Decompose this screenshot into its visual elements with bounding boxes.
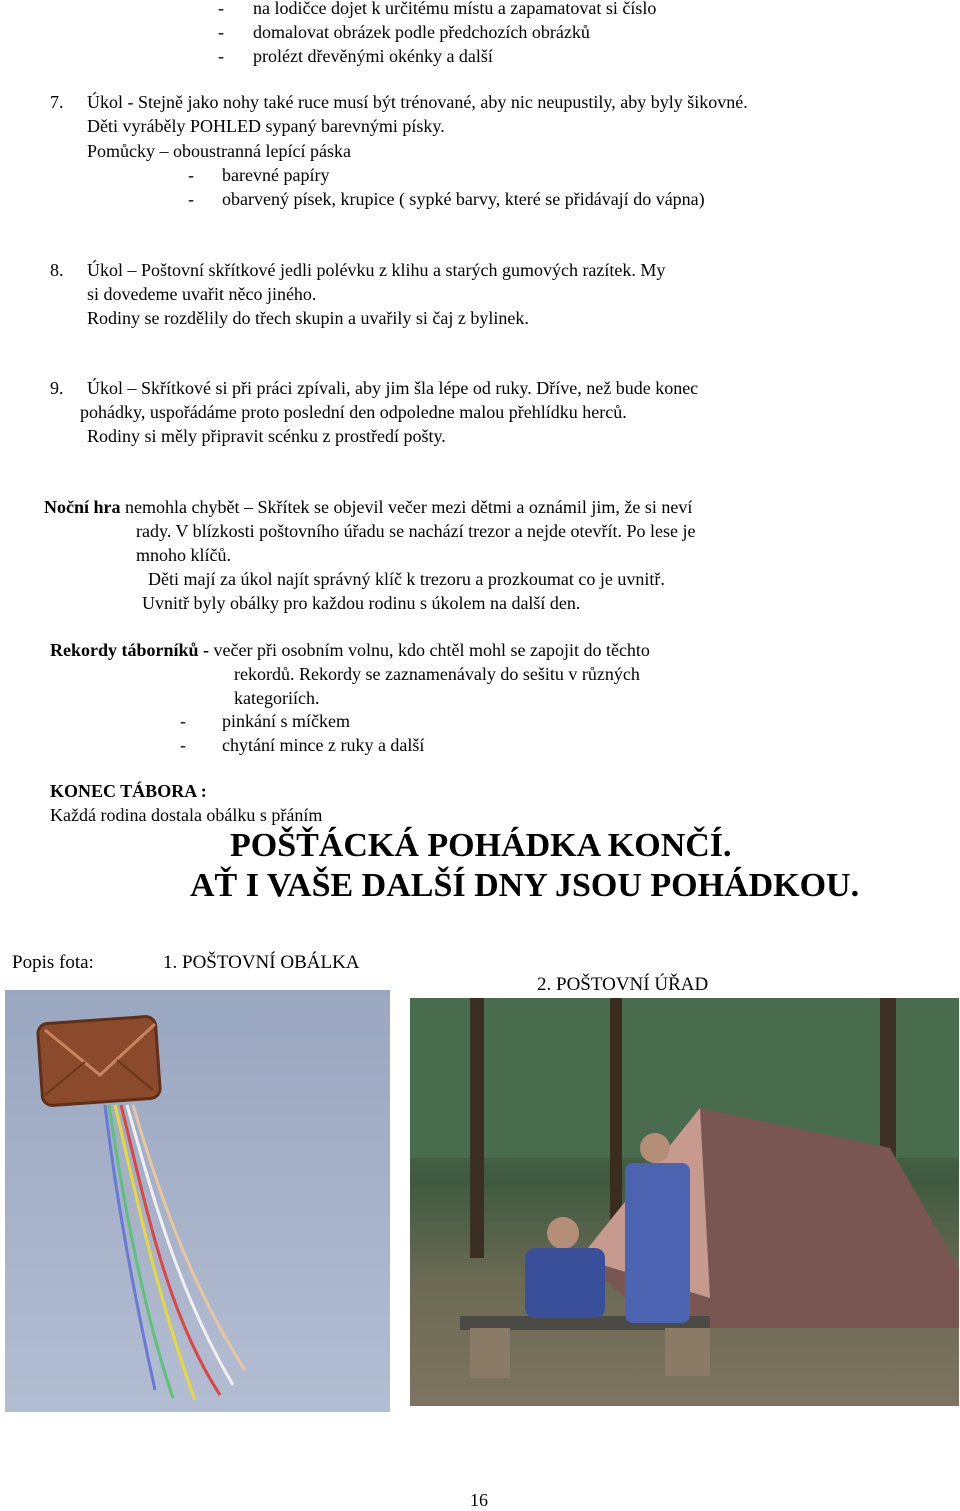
task-number: 8. xyxy=(50,260,64,280)
banner-line-1: POŠŤÁCKÁ POHÁDKA KONČÍ. xyxy=(230,827,732,864)
task-text: si dovedeme uvařit něco jiného. xyxy=(87,284,317,304)
dash: - xyxy=(180,735,186,755)
task-number: 7. xyxy=(50,92,64,112)
records-label: Rekordy táborníků - xyxy=(50,640,210,660)
task-text: Rodiny se rozdělily do třech skupin a uvařily si čaj z bylinek. xyxy=(87,308,529,328)
dash: - xyxy=(188,189,194,209)
dash: - xyxy=(218,46,224,66)
list-item: domalovat obrázek podle předchozích obrázků xyxy=(253,22,590,42)
photo-caption-1: 1. POŠTOVNÍ OBÁLKA xyxy=(163,952,360,973)
envelope-illustration xyxy=(5,990,390,1412)
dash: - xyxy=(218,22,224,42)
list-item: obarvený písek, krupice ( sypké barvy, které se přidávají do vápna) xyxy=(222,189,705,209)
records-text: večer při osobním volnu, kdo chtěl mohl se zapojit do těchto xyxy=(209,640,650,660)
dash: - xyxy=(180,711,186,731)
page-number: 16 xyxy=(470,1490,488,1510)
envelope-photo xyxy=(5,990,390,1412)
night-game-text: mnoho klíčů. xyxy=(136,545,231,565)
night-game-text: Děti mají za úkol najít správný klíč k trezoru a prozkoumat co je uvnitř. xyxy=(148,569,665,589)
list-item: na lodičce dojet k určitému místu a zapamatovat si číslo xyxy=(253,0,657,18)
task-text: Úkol - Stejně jako nohy také ruce musí být trénované, aby nic neupustily, aby byly šikovné. xyxy=(87,92,748,112)
night-game-text: nemohla chybět – Skřítek se objevil večer mezi dětmi a oznámil jim, že si neví xyxy=(120,497,693,517)
records-text: rekordů. Rekordy se zaznamenávaly do sešitu v různých xyxy=(234,664,640,684)
end-heading: KONEC TÁBORA : xyxy=(50,781,207,801)
post-office-photo xyxy=(410,998,959,1406)
caption-label: Popis fota: xyxy=(12,952,94,973)
task-text: Úkol – Skřítkové si při práci zpívali, aby jim šla lépe od ruky. Dříve, než bude konec xyxy=(87,378,699,398)
photo-caption-2: 2. POŠTOVNÍ ÚŘAD xyxy=(537,974,709,995)
records-line xyxy=(50,639,650,661)
list-item: chytání mince z ruky a další xyxy=(222,735,425,755)
banner-line-2: AŤ I VAŠE DALŠÍ DNY JSOU POHÁDKOU. xyxy=(190,867,860,904)
night-game-line xyxy=(44,496,692,518)
task-text: Děti vyráběly POHLED sypaný barevnými písky. xyxy=(87,116,445,136)
list-item: prolézt dřevěnými okénky a další xyxy=(253,46,493,66)
dash: - xyxy=(218,0,224,18)
task-number: 9. xyxy=(50,378,64,398)
list-item: pinkání s míčkem xyxy=(222,711,350,731)
task-text: Úkol – Poštovní skřítkové jedli polévku z klihu a starých gumových razítek. My xyxy=(87,260,666,280)
task-text: Pomůcky – oboustranná lepící páska xyxy=(87,141,351,161)
post-office-illustration xyxy=(410,998,959,1406)
night-game-label: Noční hra xyxy=(44,497,121,517)
task-text: pohádky, uspořádáme proto poslední den odpoledne malou přehlídku herců. xyxy=(80,402,627,422)
dash: - xyxy=(188,165,194,185)
task-text: Rodiny si měly připravit scénku z prostředí pošty. xyxy=(87,426,446,446)
end-text: Každá rodina dostala obálku s přáním xyxy=(50,805,323,825)
night-game-text: rady. V blízkosti poštovního úřadu se nachází trezor a nejde otevřít. Po lese je xyxy=(136,521,696,541)
list-item: barevné papíry xyxy=(222,165,330,185)
records-text: kategoriích. xyxy=(234,688,320,708)
night-game-text: Uvnitř byly obálky pro každou rodinu s úkolem na další den. xyxy=(142,593,581,613)
